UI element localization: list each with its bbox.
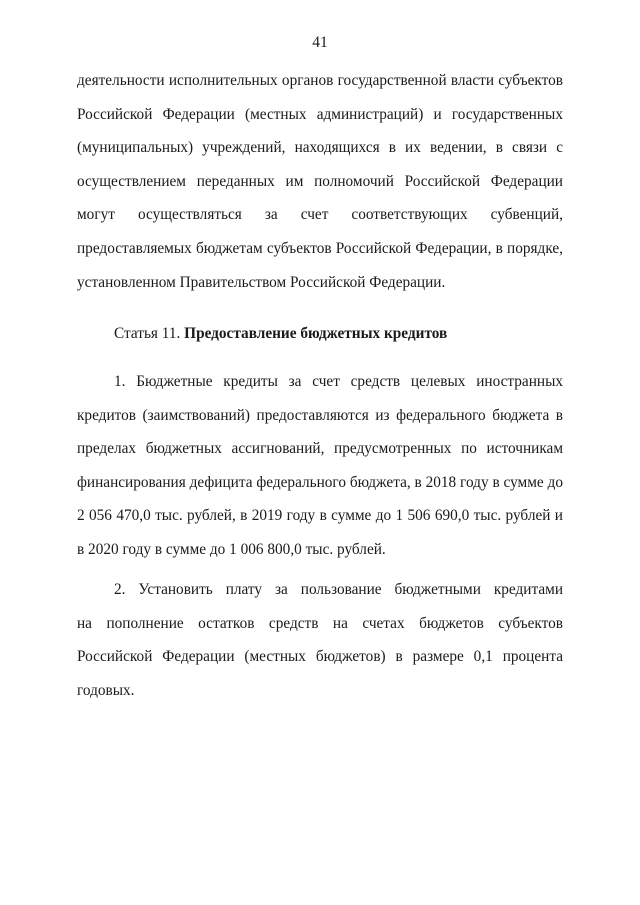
paragraph-continuation [77,64,563,299]
text-line: на пополнение остатков средств на счетах бюджетов субъектов [77,614,563,632]
text-line: (муниципальных) учреждений, находящихся в их ведении, в связи с [77,139,563,157]
text-line: Российской Федерации (местных администраций) и государственных [77,105,563,123]
text-line: установленном Правительством Российской Федерации. [77,273,446,291]
text-line: финансирования дефицита федерального бюджета, в 2018 году в сумме до [77,473,563,491]
text-line: 2. Установить плату за пользование бюджетными кредитами [114,581,563,598]
text-line: в 2020 году в сумме до 1 006 800,0 тыс. рублей. [77,540,386,558]
text-line: предоставляемых бюджетам субъектов Российской Федерации, в порядке, [77,239,563,257]
text-line: Российской Федерации (местных бюджетов) в размере 0,1 процента [77,648,563,666]
text-line: годовых. [77,681,135,699]
text-line: 1. Бюджетные кредиты за счет средств целевых иностранных [114,373,563,390]
text-line: осуществлением переданных им полномочий Российской Федерации [77,172,563,190]
text-line: 2 056 470,0 тыс. рублей, в 2019 году в сумме до 1 506 690,0 тыс. рублей и [77,507,563,525]
text-line: кредитов (заимствований) предоставляются из федерального бюджета в [77,406,563,424]
text-line: деятельности исполнительных органов государственной власти субъектов [77,72,563,89]
text-line: пределах бюджетных ассигнований, предусмотренных по источникам [77,440,563,458]
text-line: могут осуществляться за счет соответствующих субвенций, [77,206,563,224]
article-title: Предоставление бюджетных кредитов [184,325,448,342]
article-prefix: Статья 11. [114,325,181,342]
article-heading [114,317,447,351]
paragraph-2 [77,573,563,707]
page-number: 41 [312,34,328,51]
paragraph-1 [77,365,563,567]
